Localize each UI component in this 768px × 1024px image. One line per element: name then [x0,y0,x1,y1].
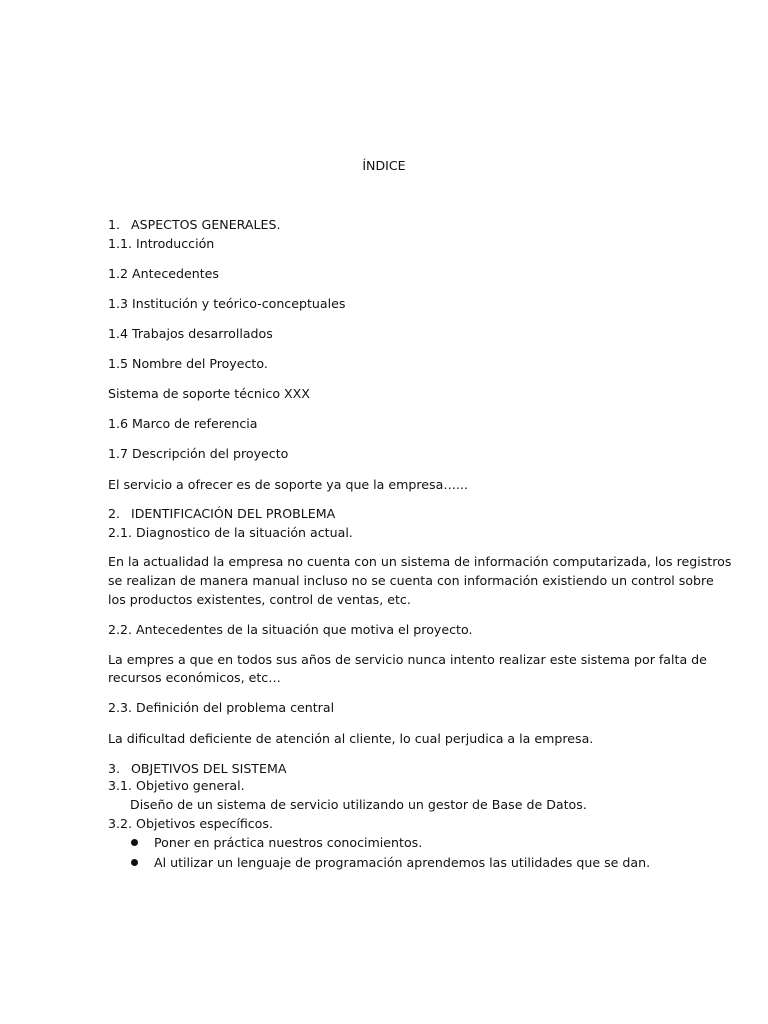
general-objective-text: Diseño de un sistema de servicio utilizando un gestor de Base de Datos. [130,797,587,812]
bullet-dot-icon [131,839,138,846]
toc-item-1-2: 1.2 Antecedentes [108,266,219,281]
bullet-item-1 [131,837,422,850]
service-description-text: El servicio a ofrecer es de soporte ya que la empresa…... [108,477,468,492]
section-2-heading [108,508,335,521]
toc-item-1-5: 1.5 Nombre del Proyecto. [108,356,268,371]
toc-item-2-2: 2.2. Antecedentes de la situación que motiva el proyecto. [108,622,473,637]
bullet-item-1-text: Poner en práctica nuestros conocimientos. [154,835,423,850]
project-name-text: Sistema de soporte técnico XXX [108,386,310,401]
section-1-number: 1. [108,217,121,232]
bullet-dot-icon [131,859,138,866]
toc-item-1-3: 1.3 Institución y teórico-conceptuales [108,296,346,311]
section-2-title: IDENTIFICACIÓN DEL PROBLEMA [131,506,336,521]
toc-item-2-3: 2.3. Definición del problema central [108,700,335,715]
section-1-title: ASPECTOS GENERALES. [131,217,281,232]
paragraph-2-2-line-1: La empres a que en todos sus años de servicio nunca intento realizar este sistema por falta de [108,652,707,667]
paragraph-2-1-line-1: En la actualidad la empresa no cuenta con un sistema de información computarizada, los registros [108,554,732,569]
section-3-number: 3. [108,761,121,776]
bullet-item-2 [131,857,650,870]
paragraph-2-2-line-2: recursos económicos, etc… [108,670,281,685]
toc-item-2-1: 2.1. Diagnostico de la situación actual. [108,525,353,540]
toc-item-3-2: 3.2. Objetivos específicos. [108,816,273,831]
toc-item-1-7: 1.7 Descripción del proyecto [108,446,289,461]
section-2-number: 2. [108,506,121,521]
toc-item-1-1: 1.1. Introducción [108,236,215,251]
paragraph-2-1-line-3: los productos existentes, control de ventas, etc. [108,592,411,607]
section-1-heading [108,219,280,232]
paragraph-2-1-line-2: se realizan de manera manual incluso no se cuenta con información existiendo un control sobre [108,573,714,588]
toc-item-1-6: 1.6 Marco de referencia [108,416,258,431]
bullet-item-2-text: Al utilizar un lenguaje de programación aprendemos las utilidades que se dan. [154,855,651,870]
section-3-heading [108,763,286,776]
document-title: ÍNDICE [362,158,406,173]
toc-item-1-4: 1.4 Trabajos desarrollados [108,326,273,341]
toc-item-3-1: 3.1. Objetivo general. [108,778,245,793]
section-3-title: OBJETIVOS DEL SISTEMA [131,761,287,776]
paragraph-2-3: La dificultad deficiente de atención al cliente, lo cual perjudica a la empresa. [108,731,594,746]
